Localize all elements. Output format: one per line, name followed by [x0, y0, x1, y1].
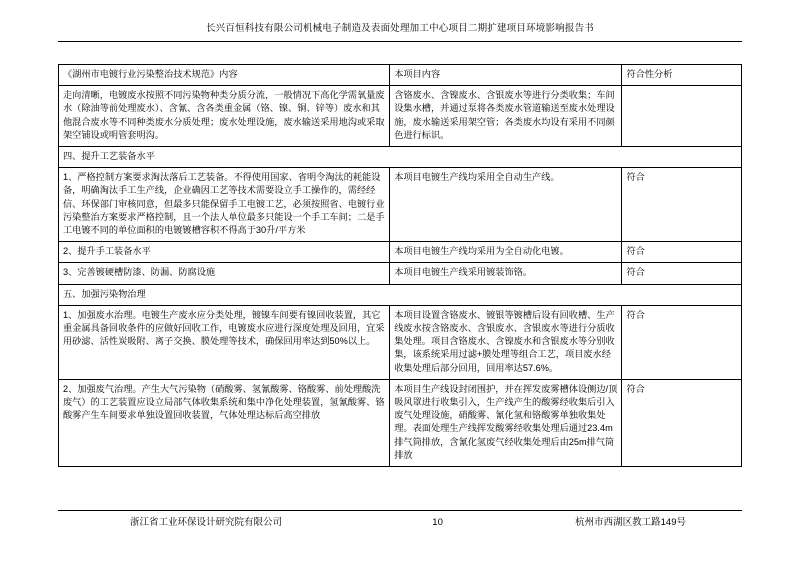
- cell-compliance: 符合: [622, 242, 742, 263]
- cell-compliance: 符合: [622, 379, 742, 466]
- column-header: 《湖州市电镀行业污染整治技术规范》内容: [59, 65, 390, 86]
- cell-requirement: 3、完善镀硬槽防漆、防漏、防腐设施: [59, 263, 390, 284]
- cell-requirement: 2、加强废气治理。产生大气污染物（硝酸雾、氢氰酸雾、铬酸雾、前处理酸洗废气）的工艺装置应设立局部气体收集系统和集中净化处理装置，氢氰酸雾、铬酸雾产生车间要求单独设置回收装置，气体处理达标后高空排放: [59, 379, 390, 466]
- header-divider: [58, 41, 742, 42]
- table-row: [59, 379, 742, 466]
- table-row: [59, 168, 742, 242]
- cell-project-content: 含铬废水、含镍废水、含银废水等进行分类收集；车间设集水槽，并通过泵将各类废水管道输送至废水处理设施，废水输送采用架空管；各类废水均设有采用不同颜色进行标识。: [390, 86, 622, 147]
- table-row: [59, 305, 742, 379]
- column-header: 本项目内容: [390, 65, 622, 86]
- table-header-row: [59, 65, 742, 86]
- footer-address: 杭州市西湖区教工路149号: [575, 517, 686, 528]
- page-header: 长兴百恒科技有限公司机械电子制造及表面处理加工中心项目二期扩建项目环境影响报告书: [205, 23, 594, 34]
- column-header: 符合性分析: [622, 65, 742, 86]
- section-title: 四、提升工艺装备水平: [59, 147, 742, 168]
- table-body: [59, 65, 742, 467]
- cell-requirement: 走向清晰，电镀废水按照不同污染物种类分质分流，一般情况下高化学需氧量废水（除油等前处理废水）、含氰、含各类重金属（铬、镍、铜、锌等）废水和其他混合废水等不同种类废水分质处理；废水处理设施，废水输送采用地沟或采取架空铺设或明管套明沟。: [59, 86, 390, 147]
- table-row: [59, 242, 742, 263]
- cell-project-content: 本项目电镀生产线均采用为全自动化电镀。: [390, 242, 622, 263]
- section-title: 五、加强污染物治理: [59, 284, 742, 305]
- cell-compliance: 符合: [622, 168, 742, 242]
- cell-project-content: 本项目电镀生产线均采用全自动生产线。: [390, 168, 622, 242]
- cell-requirement: 1、严格控制方案要求淘汰落后工艺装备。不得使用国家、省明令淘汰的耗能设备，明确淘汰手工生产线，企业确因工艺等技术需要设立手工操作的，需经经信、环保部门审核同意，但最多只能保留手工电镀工艺，必须按照省、电镀行业污染整治方案要求严格控制，且一个法人单位最多只能设一个手工车间；二是手工电镀不同的单位面积的电镀镀槽容积不得高于30升/平方米: [59, 168, 390, 242]
- footer-page-number: 10: [432, 517, 443, 528]
- cell-requirement: 1、加强废水治理。电镀生产废水应分类处理，镀镍车间要有镍回收装置，其它重金属具备回收条件的应做好回收工作，电镀废水应进行深度处理及回用，宜采用砂滤、活性炭吸附、离子交换、膜处理等技术，确保回用率达到50%以上。: [59, 305, 390, 379]
- page-footer: [58, 510, 742, 530]
- footer-company: 浙江省工业环保设计研究院有限公司: [130, 517, 283, 528]
- compliance-table: [58, 64, 742, 467]
- table-row: [59, 86, 742, 147]
- cell-project-content: 本项目电镀生产线采用镀装饰铬。: [390, 263, 622, 284]
- cell-project-content: 本项目设置含铬废水、镀银等镀槽后设有回收槽、生产线废水按含铬废水、含银废水、含银废水等进行分质收集处理。项目含铬废水、含镍废水和含银废水等分别收集，该系统采用过滤+膜处理等组合工艺，项目废水经收集处理后部分回用，回用率达57.6%。: [390, 305, 622, 379]
- cell-compliance: 符合: [622, 305, 742, 379]
- cell-compliance: 符合: [622, 263, 742, 284]
- table-section-row: [59, 284, 742, 305]
- footer-divider: [58, 510, 742, 511]
- cell-project-content: 本项目生产线设封闭围护，并在挥发废雾槽体设侧边/顶吸风罩进行收集引入，生产线产生的酸雾经收集后引入废气处理设施，硝酸雾、氰化氢和铬酸雾单独收集处理。表面处理生产线挥发酸雾经收集处理后通过23.4m排气筒排放，含氰化氢废气经收集处理后由25m排气筒排放: [390, 379, 622, 466]
- cell-compliance: [622, 86, 742, 147]
- table-row: [59, 263, 742, 284]
- table-section-row: [59, 147, 742, 168]
- cell-requirement: 2、提升手工装备水平: [59, 242, 390, 263]
